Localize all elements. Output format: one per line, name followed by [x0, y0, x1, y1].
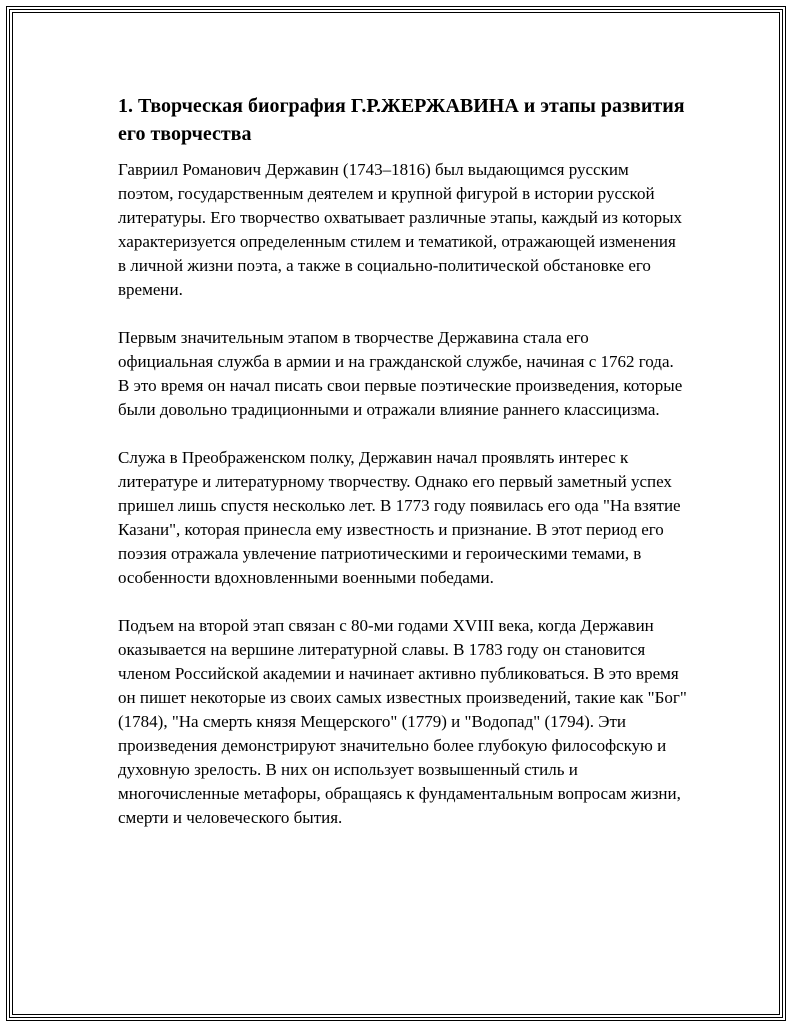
document-body [118, 92, 688, 854]
paragraph-intro: Гавриил Романович Державин (1743–1816) был выдающимся русским поэтом, государственным деятелем и крупной фигурой в истории русской литературы. Его творчество охватывает различные этапы, каждый из которых характеризуется определенным стилем и тематикой, отражающей изменения в личной жизни поэта, а также в социально-политической обстановке его времени. [118, 160, 683, 299]
paragraph-first-stage: Первым значительным этапом в творчестве Державина стала его официальная служба в армии и на гражданской службе, начиная с 1762 года. В это время он начал писать свои первые поэтические произведения, которые были довольно традиционными и отражали влияние раннего классицизма. [118, 328, 683, 419]
paragraph-second-stage: Подъем на второй этап связан с 80-ми годами XVIII века, когда Державин оказывается на вершине литературной славы. В 1783 году он становится членом Российской академии и начинает активно публиковаться. В это время он пишет некоторые из своих самых известных произведений, такие как "Бог" (1784), "На смерть князя Мещерского" (1779) и "Водопад" (1794). Эти произведения демонстрируют значительно более глубокую философскую и духовную зрелость. В них он использует возвышенный стиль и многочисленные метафоры, обращаясь к фундаментальным вопросам жизни, смерти и человеческого бытия. [118, 616, 687, 827]
document-heading: 1. Творческая биография Г.Р.ЖЕРЖАВИНА и этапы развития его творчества [118, 95, 685, 145]
paragraph-preobrazhensky: Служа в Преображенском полку, Державин начал проявлять интерес к литературе и литературному творчеству. Однако его первый заметный успех пришел лишь спустя несколько лет. В 1773 году появилась его ода "На взятие Казани", которая принесла ему известность и признание. В этот период его поэзия отражала увлечение патриотическими и героическими темами, в особенности вдохновленными военными победами. [118, 448, 681, 587]
